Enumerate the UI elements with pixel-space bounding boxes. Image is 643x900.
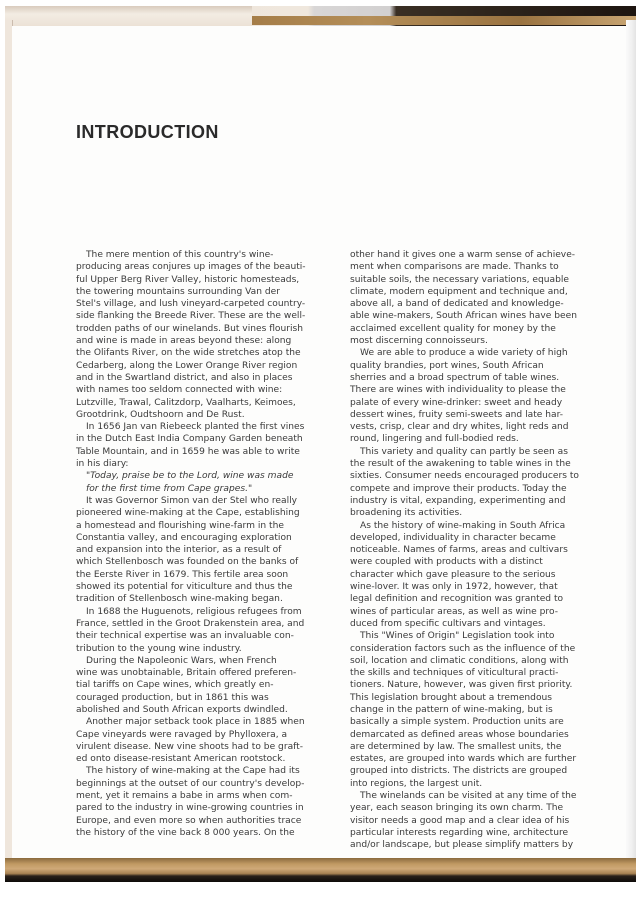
text-line: France, settled in the Groot Drakenstein area, and <box>76 618 305 629</box>
text-line: ment when comparisons are made. Thanks to <box>350 262 559 273</box>
text-line: pared to the industry in wine-growing countries in <box>76 803 304 814</box>
text-line: As the history of wine-making in South Africa <box>360 520 566 531</box>
text-line: able wine-makers, South African wines have been <box>350 311 577 322</box>
paragraph <box>76 716 342 765</box>
text-line: a homestead and flourishing wine-farm in the <box>76 520 284 531</box>
text-line: producing areas conjures up images of the beauti- <box>76 262 306 273</box>
text-line: Another major setback took place in 1885 when <box>86 717 305 728</box>
text-line: basically a simple system. Production units are <box>350 717 564 728</box>
text-line: consideration factors such as the influence of the <box>350 643 576 654</box>
diary-quote <box>76 470 342 495</box>
text-line: couraged production, but in 1861 this was <box>76 692 269 703</box>
text-line: which Stellenbosch was founded on the banks of <box>76 557 299 568</box>
text-line: the skills and techniques of viticultural practi- <box>350 668 559 679</box>
book-top-edge-paper <box>5 6 252 26</box>
text-line: abolished and South African exports dwindled. <box>76 704 288 715</box>
text-line: Table Mountain, and in 1659 he was able to write <box>76 446 300 457</box>
text-line: year, each season bringing its own charm. The <box>350 803 564 814</box>
text-line: the result of the awakening to table wines in the <box>350 459 571 470</box>
text-line: side flanking the Breede River. These are the well- <box>76 311 306 322</box>
text-line: dessert wines, fruity semi-sweets and late har- <box>350 409 564 420</box>
text-line: other hand it gives one a warm sense of achieve- <box>350 250 576 260</box>
text-line: noticeable. Names of farms, areas and cultivars <box>350 545 568 556</box>
text-line: sherries and a broad spectrum of table wines. <box>350 372 560 383</box>
text-line: vests, crisp, clear and dry whites, light reds and <box>350 422 569 433</box>
text-line: The mere mention of this country's wine- <box>86 250 274 260</box>
paragraph <box>350 520 612 631</box>
text-line: During the Napoleonic Wars, when French <box>86 655 277 666</box>
text-line: the Olifants River, on the wide stretches atop the <box>76 348 301 359</box>
text-line: The history of wine-making at the Cape had its <box>86 766 300 777</box>
text-line: In 1656 Jan van Riebeeck planted the first vines <box>86 422 305 433</box>
text-line: We are able to produce a wide variety of high <box>360 348 568 359</box>
text-line: This variety and quality can partly be seen as <box>360 446 568 457</box>
text-line: broadening its activities. <box>350 508 463 519</box>
text-line: particular interests regarding wine, architecture <box>350 827 569 838</box>
text-line: tribution to the young wine industry. <box>76 643 242 654</box>
text-line: Stel's village, and lush vineyard-carpeted country- <box>76 299 306 310</box>
text-line: This legislation brought about a tremendous <box>350 692 553 703</box>
text-line: Constantia valley, and encouraging exploration <box>76 532 292 543</box>
text-line: and/or landscape, but please simplify matters by <box>350 840 574 851</box>
text-line: tradition of Stellenbosch wine-making began. <box>76 594 283 605</box>
text-line: ed onto disease-resistant American rootstock. <box>76 754 286 765</box>
text-line: ful Upper Berg River Valley, historic homesteads, <box>76 274 300 285</box>
text-line: sixties. Consumer needs encouraged producers to <box>350 471 579 482</box>
paragraph <box>76 495 342 606</box>
paragraph <box>350 446 612 520</box>
text-line: grouped into districts. The districts are grouped <box>350 766 568 777</box>
text-line: wines of particular areas, as well as wine pro- <box>350 606 558 617</box>
text-line: developed, individuality in character became <box>350 532 556 543</box>
text-line: quality brandies, port wines, South African <box>350 360 544 371</box>
text-line: The winelands can be visited at any time of the <box>360 791 577 802</box>
text-line: and wine is made in areas beyond these: along <box>76 336 292 347</box>
paragraph <box>76 421 342 470</box>
text-line: visitor needs a good map and a clear idea of his <box>350 815 570 826</box>
text-line: Lutzville, Trawal, Calitzdorp, Vaalharts, Keimoes, <box>76 397 296 408</box>
text-column-right <box>350 249 612 852</box>
text-line: "Today, praise be to the Lord, wine was made <box>86 471 294 482</box>
paragraph <box>76 655 342 716</box>
text-line: ment, yet it remains a babe in arms when com- <box>76 791 293 802</box>
text-line: above all, a band of dedicated and knowledge- <box>350 299 564 310</box>
text-line: character which gave pleasure to the serious <box>350 569 556 580</box>
text-line: It was Governor Simon van der Stel who really <box>86 495 298 506</box>
text-line: and in the Swartland district, and also in places <box>76 372 293 383</box>
book-top-edge-gilt <box>252 16 636 25</box>
paragraph <box>350 790 612 851</box>
text-line: beginnings at the outset of our country's develop- <box>76 778 305 789</box>
paragraph <box>76 606 342 655</box>
text-line: In 1688 the Huguenots, religious refugees from <box>86 606 302 617</box>
text-line: duced from specific cultivars and vintages. <box>350 618 546 629</box>
text-line: Grootdrink, Oudtshoorn and De Rust. <box>76 409 245 420</box>
text-line: acclaimed excellent quality for money by the <box>350 323 556 334</box>
text-line: tial tariffs on Cape wines, which greatly en- <box>76 680 274 691</box>
text-line: round, lingering and full-bodied reds. <box>350 434 519 445</box>
text-line: climate, modern equipment and technique and, <box>350 286 568 297</box>
text-line: Cedarberg, along the Lower Orange River region <box>76 360 298 371</box>
text-line: demarcated as defined areas whose boundaries <box>350 729 569 740</box>
text-line: Europe, and even more so when authorities trace <box>76 815 302 826</box>
text-line: trodden paths of our winelands. But vines flourish <box>76 323 304 334</box>
text-line: change in the pattern of wine-making, but is <box>350 704 553 715</box>
text-line: wine was unobtainable, Britain offered preferen- <box>76 668 297 679</box>
text-line: for the first time from Cape grapes." <box>86 483 253 494</box>
text-line: showed its potential for viticulture and thus the <box>76 582 293 593</box>
text-line: are determined by law. The smallest units, the <box>350 741 562 752</box>
text-line: the towering mountains surrounding Van der <box>76 286 280 297</box>
text-line: tioners. Nature, however, was given first priority. <box>350 680 573 691</box>
text-line: the history of the vine back 8 000 years. On the <box>76 827 295 838</box>
text-line: were coupled with products with a distinct <box>350 557 543 568</box>
text-line: pioneered wine-making at the Cape, establishing <box>76 508 300 519</box>
text-line: virulent disease. New vine shoots had to be graft- <box>76 741 304 752</box>
paragraph <box>350 347 612 445</box>
text-line: their technical expertise was an invaluable con- <box>76 631 294 642</box>
paragraph <box>350 630 612 790</box>
text-line: compete and improve their products. Today the <box>350 483 567 494</box>
text-line: in his diary: <box>76 459 129 470</box>
text-line: palate of every wine-drinker: sweet and heady <box>350 397 563 408</box>
page-title: INTRODUCTION <box>76 122 219 142</box>
text-line: legal definition and recognition was granted to <box>350 594 564 605</box>
text-line: There are wines with individuality to please the <box>350 385 566 396</box>
book-bottom-edge <box>5 858 636 882</box>
text-line: most discerning connoisseurs. <box>350 336 488 347</box>
text-line: with names too seldom connected with wine: <box>76 385 283 396</box>
text-line: estates, are grouped into wards which are further <box>350 754 577 765</box>
text-line: suitable soils, the necessary variations, equable <box>350 274 569 285</box>
text-line: the Eerste River in 1679. This fertile area soon <box>76 569 289 580</box>
text-column-left <box>76 249 342 839</box>
text-line: soil, location and climatic conditions, along with <box>350 655 569 666</box>
text-line: This "Wines of Origin" Legislation took into <box>360 631 555 642</box>
paragraph <box>76 765 342 839</box>
book-right-edge <box>626 20 636 875</box>
text-line: Cape vineyards were ravaged by Phylloxera, a <box>76 729 288 740</box>
text-line: and expansion into the interior, as a result of <box>76 545 282 556</box>
text-line: in the Dutch East India Company Garden beneath <box>76 434 303 445</box>
text-line: wine-lover. It was only in 1972, however, that <box>350 582 558 593</box>
text-line: into regions, the largest unit. <box>350 778 483 789</box>
paragraph <box>76 249 342 421</box>
text-line: industry is vital, expanding, experimenting and <box>350 495 566 506</box>
paragraph-continuation <box>350 249 612 347</box>
